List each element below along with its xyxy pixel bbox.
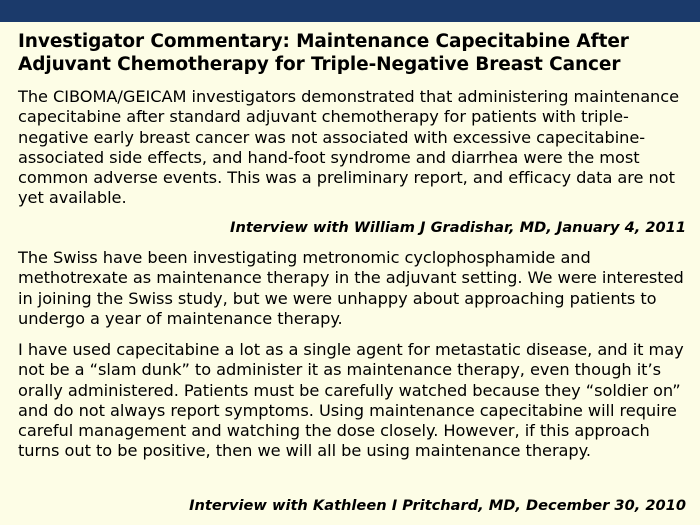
slide-title: Investigator Commentary: Maintenance Capecitabine After Adjuvant Chemotherapy for Triple-Negative Breast Cancer [18, 31, 629, 75]
commentary-paragraph-3: I have used capecitabine a lot as a single agent for metastatic disease, and it may not be a “slam dunk” to administer it as maintenance therapy, even though it’s orally administered. Patients must be carefully watched because they “soldier on” and do not always report symptoms. Using maintenance capecitabine will require careful management and watching the dose closely. However, if this approach turns out to be positive, then we will all be using maintenance therapy. [18, 340, 684, 461]
commentary-paragraph-1: The CIBOMA/GEICAM investigators demonstrated that administering maintenance capecitabine after standard adjuvant chemotherapy for patients with triple-negative early breast cancer was not associated with excessive capecitabine-associated side effects, and hand-foot syndrome and diarrhea were the most common adverse events. This was a preliminary report, and efficacy data are not yet available. [18, 87, 680, 208]
header-bar [0, 0, 700, 22]
attribution-pritchard: Interview with Kathleen I Pritchard, MD, December 30, 2010 [189, 497, 686, 514]
attribution-gradishar: Interview with William J Gradishar, MD, January 4, 2011 [230, 219, 686, 236]
commentary-paragraph-2: The Swiss have been investigating metronomic cyclophosphamide and methotrexate as maintenance therapy in the adjuvant setting. We were interested in joining the Swiss study, but we were unhappy about approaching patients to undergo a year of maintenance therapy. [18, 248, 684, 328]
slide-body [0, 22, 700, 525]
